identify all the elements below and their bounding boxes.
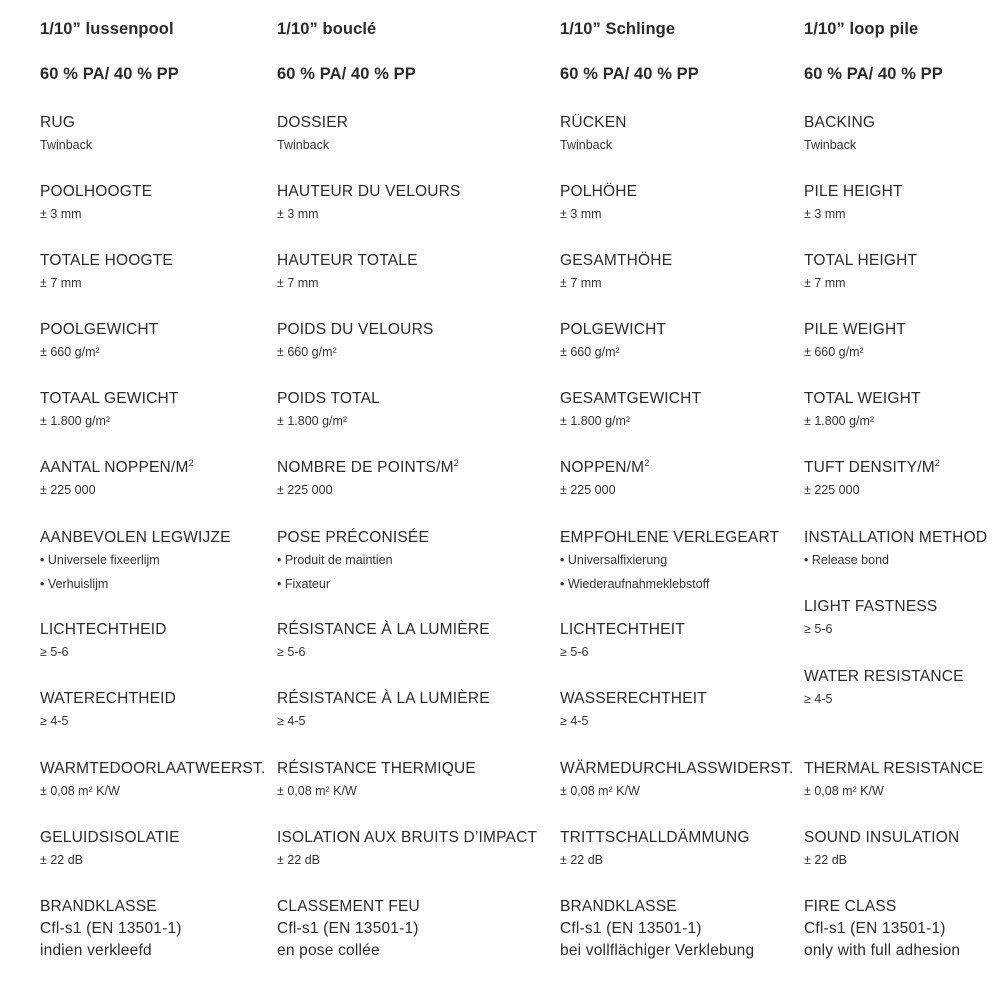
spec-value: ≥ 5-6 (277, 645, 306, 659)
spec-label-poolgewicht (40, 321, 158, 339)
spec-value: Twinback (40, 138, 93, 152)
spec-value: ± 225 000 (277, 483, 333, 497)
spec-label-lichtechtheit (560, 621, 685, 639)
spec-label-text: AANTAL NOPPEN/M (40, 459, 189, 476)
spec-value: ± 0,08 m² K/W (40, 784, 120, 798)
spec-value: ± 660 g/m² (804, 345, 864, 359)
spec-label-totaal-gewicht (40, 390, 179, 408)
spec-label-text: GESAMTGEWICHT (560, 390, 702, 407)
spec-label-sound-insulation (804, 829, 959, 847)
spec-label-text: TOTAL HEIGHT (804, 252, 918, 269)
spec-value: ± 1.800 g/m² (560, 414, 631, 428)
spec-label-aanbevolen-legwijze (40, 529, 231, 547)
spec-value: ± 660 g/m² (277, 345, 337, 359)
spec-label-rug (40, 114, 75, 132)
superscript: 2 (453, 458, 459, 468)
spec-value: ± 22 dB (804, 853, 847, 867)
spec-value: • Produit de maintien (277, 553, 393, 567)
spec-label-gesamthohe (560, 252, 672, 270)
spec-label-nombre-de-points-m (277, 459, 459, 477)
spec-label-text: PILE WEIGHT (804, 321, 907, 338)
spec-label-waterechtheid (40, 690, 176, 708)
spec-value: ≥ 4-5 (560, 714, 589, 728)
spec-label-text: NOMBRE DE POINTS/M (277, 459, 454, 476)
spec-label-text: GESAMTHÖHE (560, 252, 673, 269)
spec-label-text: WÄRMEDURCHLASSWIDERST. (560, 760, 794, 777)
spec-label-rucken (560, 114, 627, 132)
spec-label-text: TOTAAL GEWICHT (40, 390, 179, 407)
spec-label-resistance-a-la-lumiere (277, 621, 490, 639)
spec-value: ± 225 000 (40, 483, 96, 497)
spec-label-resistance-a-la-lumiere (277, 690, 490, 708)
spec-label-text: TOTALE HOOGTE (40, 252, 173, 269)
column-title: 1/10” bouclé (277, 20, 377, 38)
spec-label-text: WASSERECHTHEIT (560, 690, 707, 707)
superscript: 2 (934, 458, 941, 468)
spec-label-installation-method (804, 529, 987, 547)
spec-value: Cfl-s1 (EN 13501-1) (560, 920, 702, 937)
spec-label-text: WATER RESISTANCE (804, 668, 964, 685)
spec-label-text: POSE PRÉCONISÉE (277, 529, 430, 546)
column-composition: 60 % PA/ 40 % PP (560, 65, 699, 83)
spec-label-polhohe (560, 183, 637, 201)
spec-label-text: SOUND INSULATION (804, 829, 960, 846)
spec-label-hauteur-totale (277, 252, 418, 270)
spec-value: only with full adhesion (804, 942, 961, 959)
spec-value: ± 1.800 g/m² (277, 414, 348, 428)
spec-label-isolation-aux-bruits-d-impact (277, 829, 537, 847)
spec-value: ± 0,08 m² K/W (804, 784, 884, 798)
column-composition: 60 % PA/ 40 % PP (40, 65, 179, 83)
column-title: 1/10” loop pile (804, 20, 919, 38)
spec-label-text: POIDS DU VELOURS (277, 321, 434, 338)
spec-label-fire-class (804, 898, 896, 916)
spec-label-total-weight (804, 390, 921, 408)
spec-label-lichtechtheid (40, 621, 167, 639)
spec-value: indien verkleefd (40, 942, 152, 959)
spec-value: ± 0,08 m² K/W (277, 784, 357, 798)
spec-value: Cfl-s1 (EN 13501-1) (277, 920, 419, 937)
spec-value: ± 7 mm (277, 276, 319, 290)
spec-value: ± 22 dB (560, 853, 603, 867)
spec-label-classement-feu (277, 898, 420, 916)
spec-value: Twinback (277, 138, 330, 152)
spec-label-text: POOLHOOGTE (40, 183, 153, 200)
spec-label-text: POLHÖHE (560, 183, 638, 200)
spec-label-text: TUFT DENSITY/M (804, 459, 935, 476)
spec-value: ≥ 5-6 (40, 645, 69, 659)
spec-label-wasserechtheit (560, 690, 707, 708)
spec-label-text: RÜCKEN (560, 114, 627, 131)
spec-value: ± 7 mm (560, 276, 602, 290)
spec-value: ≥ 4-5 (40, 714, 69, 728)
spec-value: ± 660 g/m² (560, 345, 620, 359)
spec-value: Twinback (804, 138, 857, 152)
spec-value: ≥ 4-5 (804, 692, 833, 706)
spec-label-total-height (804, 252, 917, 270)
spec-label-polgewicht (560, 321, 666, 339)
spec-label-text: RÉSISTANCE À LA LUMIÈRE (277, 690, 490, 707)
spec-label-brandklasse (40, 898, 157, 916)
spec-label-warmedurchlasswiderst (560, 760, 793, 778)
spec-value: ± 660 g/m² (40, 345, 100, 359)
spec-label-text: TRITTSCHALLDÄMMUNG (560, 829, 750, 846)
spec-value: ± 3 mm (40, 207, 82, 221)
spec-label-text: NOPPEN/M (560, 459, 645, 476)
superscript: 2 (188, 458, 194, 468)
spec-label-poolhoogte (40, 183, 152, 201)
spec-label-brandklasse (560, 898, 677, 916)
spec-label-poids-du-velours (277, 321, 434, 339)
spec-label-aantal-noppen-m (40, 459, 194, 477)
spec-label-pose-preconisee (277, 529, 429, 547)
spec-label-text: BACKING (804, 114, 876, 131)
spec-value: • Verhuislijm (40, 577, 109, 591)
spec-label-text: DOSSIER (277, 114, 349, 131)
spec-label-text: LICHTECHTHEID (40, 621, 167, 638)
spec-label-text: WATERECHTHEID (40, 690, 177, 707)
superscript: 2 (644, 458, 650, 468)
spec-label-text: CLASSEMENT FEU (277, 898, 420, 915)
spec-label-text: GELUIDSISOLATIE (40, 829, 180, 846)
spec-label-text: HAUTEUR TOTALE (277, 252, 418, 269)
spec-value: en pose collée (277, 942, 380, 959)
spec-label-thermal-resistance (804, 760, 983, 778)
spec-label-warmtedoorlaatweerst (40, 760, 266, 778)
spec-label-tuft-density-m (804, 459, 940, 477)
spec-label-text: PILE HEIGHT (804, 183, 903, 200)
spec-value: ± 3 mm (804, 207, 846, 221)
spec-value: ≥ 4-5 (277, 714, 306, 728)
spec-label-text: POOLGEWICHT (40, 321, 159, 338)
spec-label-text: TOTAL WEIGHT (804, 390, 921, 407)
column-composition: 60 % PA/ 40 % PP (277, 65, 416, 83)
spec-value: • Fixateur (277, 577, 331, 591)
spec-value: ± 22 dB (277, 853, 320, 867)
spec-label-text: FIRE CLASS (804, 898, 897, 915)
spec-value: Cfl-s1 (EN 13501-1) (40, 920, 182, 937)
spec-label-text: WARMTEDOORLAATWEERST. (40, 760, 266, 777)
spec-label-text: EMPFOHLENE VERLEGEART (560, 529, 780, 546)
spec-label-text: POIDS TOTAL (277, 390, 380, 407)
spec-value: ± 1.800 g/m² (40, 414, 111, 428)
spec-label-text: THERMAL RESISTANCE (804, 760, 984, 777)
spec-label-text: HAUTEUR DU VELOURS (277, 183, 461, 200)
spec-label-hauteur-du-velours (277, 183, 461, 201)
spec-value: ± 1.800 g/m² (804, 414, 875, 428)
spec-label-light-fastness (804, 598, 937, 616)
spec-label-poids-total (277, 390, 380, 408)
spec-value: ± 225 000 (804, 483, 860, 497)
column-composition: 60 % PA/ 40 % PP (804, 65, 943, 83)
spec-value: ≥ 5-6 (560, 645, 589, 659)
spec-label-text: LIGHT FASTNESS (804, 598, 938, 615)
spec-label-text: POLGEWICHT (560, 321, 667, 338)
spec-label-water-resistance (804, 668, 964, 686)
spec-label-text: RÉSISTANCE À LA LUMIÈRE (277, 621, 490, 638)
spec-label-empfohlene-verlegeart (560, 529, 779, 547)
spec-value: • Release bond (804, 553, 889, 567)
spec-label-resistance-thermique (277, 760, 476, 778)
spec-label-backing (804, 114, 875, 132)
spec-value: Twinback (560, 138, 613, 152)
spec-value: ± 7 mm (40, 276, 82, 290)
spec-value: bei vollflächiger Verklebung (560, 942, 755, 959)
spec-label-totale-hoogte (40, 252, 173, 270)
spec-label-noppen-m (560, 459, 650, 477)
spec-value: • Universele fixeerlijm (40, 553, 160, 567)
spec-label-pile-height (804, 183, 903, 201)
spec-value: ≥ 5-6 (804, 622, 833, 636)
spec-label-gesamtgewicht (560, 390, 701, 408)
spec-value: ± 3 mm (560, 207, 602, 221)
spec-label-text: RUG (40, 114, 76, 131)
column-title: 1/10” lussenpool (40, 20, 174, 38)
spec-label-pile-weight (804, 321, 906, 339)
spec-label-geluidsisolatie (40, 829, 180, 847)
spec-label-text: AANBEVOLEN LEGWIJZE (40, 529, 231, 546)
spec-label-dossier (277, 114, 348, 132)
spec-value: • Wiederaufnahmeklebstoff (560, 577, 710, 591)
spec-label-text: INSTALLATION METHOD (804, 529, 988, 546)
spec-value: ± 7 mm (804, 276, 846, 290)
spec-label-text: ISOLATION AUX BRUITS D’IMPACT (277, 829, 538, 846)
spec-label-text: RÉSISTANCE THERMIQUE (277, 760, 476, 777)
spec-label-text: BRANDKLASSE (560, 898, 677, 915)
spec-value: ± 225 000 (560, 483, 616, 497)
spec-value: ± 22 dB (40, 853, 83, 867)
spec-value: ± 3 mm (277, 207, 319, 221)
spec-label-text: LICHTECHTHEIT (560, 621, 685, 638)
spec-value: Cfl-s1 (EN 13501-1) (804, 920, 946, 937)
spec-value: ± 0,08 m² K/W (560, 784, 640, 798)
spec-value: • Universalfixierung (560, 553, 668, 567)
spec-label-trittschalldammung (560, 829, 750, 847)
spec-label-text: BRANDKLASSE (40, 898, 157, 915)
column-title: 1/10” Schlinge (560, 20, 676, 38)
